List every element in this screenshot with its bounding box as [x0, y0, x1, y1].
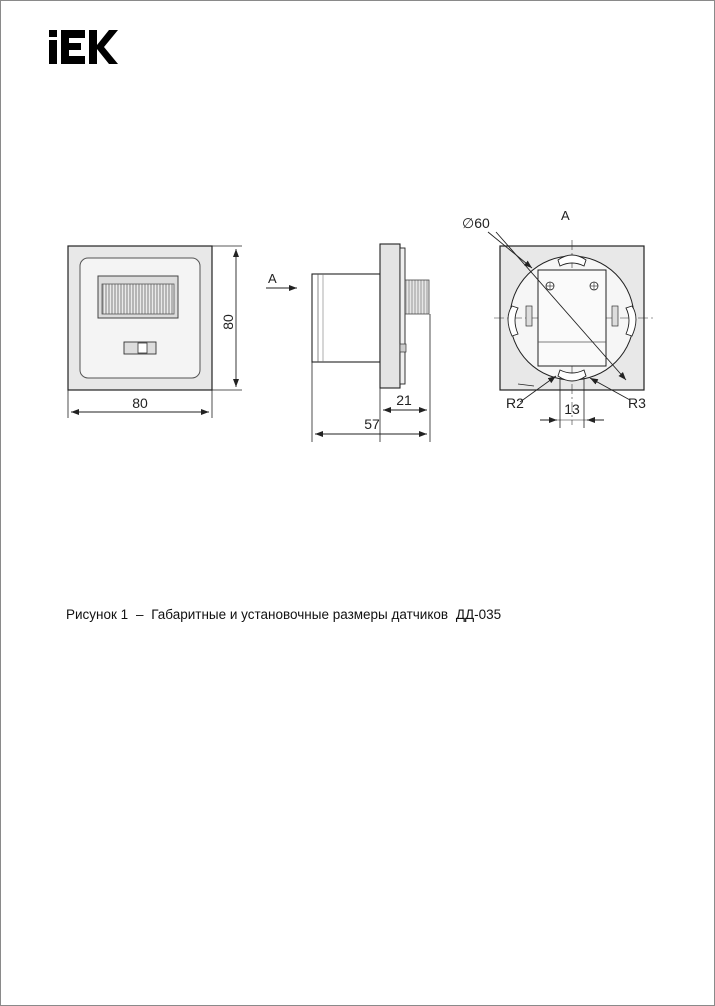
- depth-dimension-label: 21: [396, 392, 412, 408]
- side-body: [312, 274, 380, 362]
- view-arrow-label: A: [268, 271, 277, 286]
- side-switch: [400, 344, 406, 352]
- caption-text: Габаритные и установочные размеры датчиков: [151, 607, 449, 622]
- sensor-lens: [102, 284, 174, 314]
- width-dimension-label: 80: [132, 395, 148, 411]
- diameter-label: ∅60: [462, 215, 490, 231]
- caption-prefix: Рисунок 1: [66, 607, 129, 622]
- height-dimension-label: 80: [220, 314, 236, 330]
- total-depth-dimension-label: 57: [364, 416, 380, 432]
- radius-right-label: R3: [628, 395, 646, 411]
- front-view: [68, 246, 242, 418]
- switch-knob: [138, 343, 147, 353]
- figure-caption: [66, 607, 505, 622]
- caption-model: ДД-035: [455, 607, 502, 622]
- side-lens: [405, 280, 429, 314]
- radius-left-label: R2: [506, 395, 524, 411]
- slot-width-label: 13: [564, 401, 580, 417]
- rear-view: [462, 208, 654, 428]
- side-front-plate: [400, 248, 405, 384]
- side-flange: [380, 244, 400, 388]
- caption-dash: –: [135, 607, 144, 622]
- side-view: [266, 244, 430, 442]
- rear-view-label: A: [561, 208, 570, 223]
